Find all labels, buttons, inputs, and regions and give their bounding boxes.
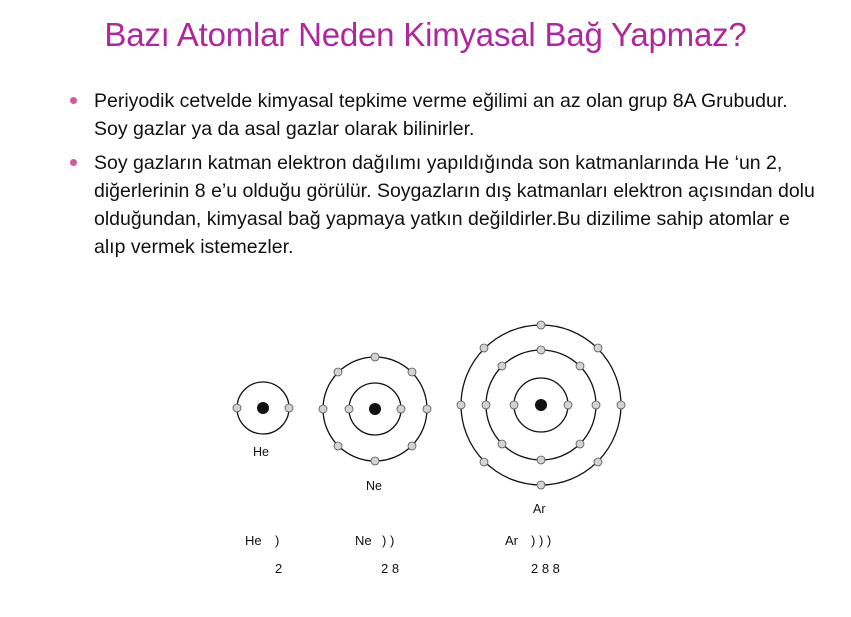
electron xyxy=(423,405,431,413)
electron xyxy=(564,401,572,409)
atom-label-ar: Ar xyxy=(533,502,546,516)
electron xyxy=(334,442,342,450)
bullet-text: Soy gazların katman elektron dağılımı yapıldığında son katmanlarında He ‘un 2, diğerlerinin 8 e’u olduğu görülür. Soygazların dış katmanları elektron açısından dolu olduğundan, kimyasal bağ yapmaya yatkın değildirler.Bu dizilime sahip atomlar e alıp vermek istemezler. xyxy=(94,152,815,258)
electron xyxy=(498,440,506,448)
atom-diagram xyxy=(200,315,650,585)
electron xyxy=(319,405,327,413)
electron xyxy=(334,368,342,376)
nucleus xyxy=(535,399,547,411)
electron xyxy=(592,401,600,409)
electron xyxy=(285,404,293,412)
electron xyxy=(537,346,545,354)
bullet-dot-icon xyxy=(70,97,77,104)
config-counts-ne: 2 8 xyxy=(381,561,400,576)
config-arcs-ne: ) ) xyxy=(382,533,395,548)
config-symbol-he: He xyxy=(245,533,262,548)
electron xyxy=(594,344,602,352)
electron xyxy=(594,458,602,466)
config-arcs-ar: ) ) ) xyxy=(531,533,552,548)
electron xyxy=(371,457,379,465)
electron xyxy=(457,401,465,409)
electron xyxy=(397,405,405,413)
electron xyxy=(480,458,488,466)
electron xyxy=(510,401,518,409)
electron xyxy=(537,456,545,464)
electron xyxy=(482,401,490,409)
nucleus xyxy=(257,402,269,414)
bullet-item xyxy=(70,149,820,261)
electron xyxy=(617,401,625,409)
electron xyxy=(345,405,353,413)
config-symbol-ne: Ne xyxy=(355,533,372,548)
electron-configurations xyxy=(245,533,560,576)
atom-ne xyxy=(319,353,431,493)
bullet-list xyxy=(70,87,820,267)
config-counts-ar: 2 8 8 xyxy=(531,561,560,576)
config-counts-he: 2 xyxy=(275,561,283,576)
atom-he xyxy=(233,382,293,459)
electron xyxy=(371,353,379,361)
config-symbol-ar: Ar xyxy=(505,533,518,548)
atom-label-ne: Ne xyxy=(366,479,382,493)
bullet-text: Periyodik cetvelde kimyasal tepkime verme eğilimi an az olan grup 8A Grubudur. Soy gazlar ya da asal gazlar olarak bilinirler. xyxy=(94,90,788,140)
bullet-item xyxy=(70,87,820,143)
electron xyxy=(233,404,241,412)
electron xyxy=(576,440,584,448)
slide-title: Bazı Atomlar Neden Kimyasal Bağ Yapmaz? xyxy=(104,16,747,53)
nucleus xyxy=(369,403,381,415)
electron xyxy=(498,362,506,370)
electron xyxy=(408,442,416,450)
atom-ar xyxy=(457,321,625,516)
electron xyxy=(537,321,545,329)
electron xyxy=(576,362,584,370)
bullet-dot-icon xyxy=(70,159,77,166)
electron xyxy=(408,368,416,376)
electron xyxy=(537,481,545,489)
electron xyxy=(480,344,488,352)
atom-label-he: He xyxy=(253,445,269,459)
config-arcs-he: ) xyxy=(275,533,280,548)
